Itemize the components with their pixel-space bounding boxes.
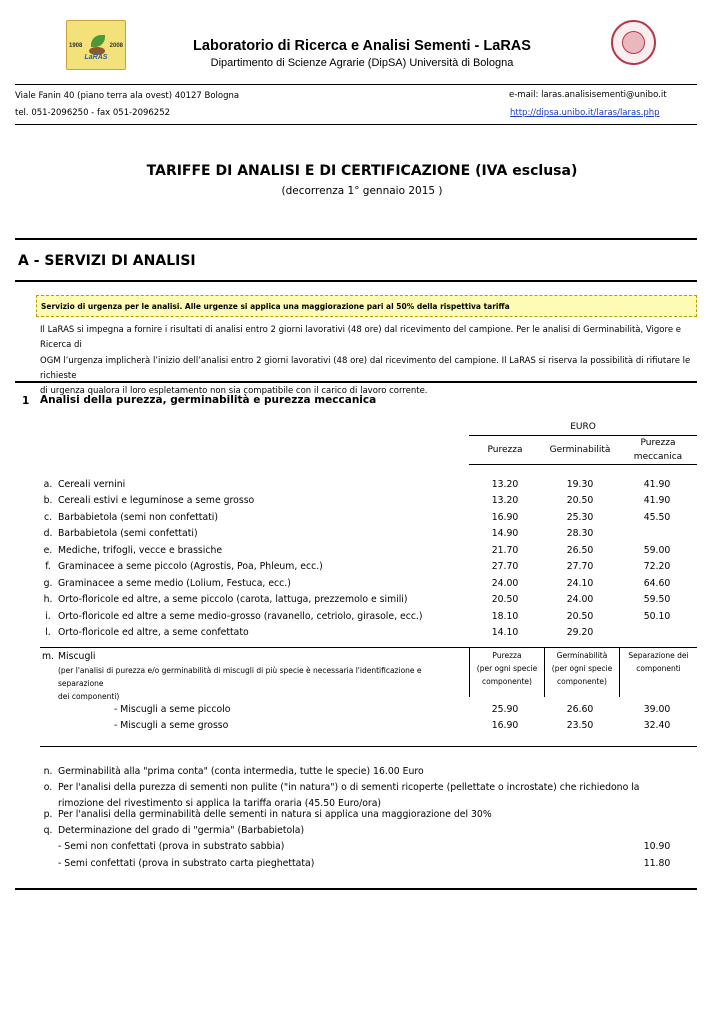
price-meccanica: 59.00 [643,545,671,556]
note-line: Germinabilità [556,651,608,660]
row-letter: l. [45,627,51,638]
price-meccanica: 59.50 [643,594,671,605]
price-value: 10.90 [643,841,671,852]
miscugli-row [40,704,700,720]
note-line: (per ogni specie [551,664,613,673]
price-germinabilita: 24.00 [566,594,594,605]
row-letter: h. [43,594,53,605]
row-letter: a. [43,479,53,490]
price-row [40,561,700,577]
price-separazione: 32.40 [643,720,671,731]
price-germinabilita: 27.70 [566,561,594,572]
price-meccanica: 41.90 [643,479,671,490]
section-a-title: A - SERVIZI DI ANALISI [18,253,196,269]
price-purezza: 14.10 [491,627,519,638]
price-germinabilita: 28.30 [566,528,594,539]
paragraph-line: OGM l’urgenza implicherà l’inizio dell’analisi entro 2 giorni lavorativi (48 ore) dal ricevimento del campione. Il LaRAS si riserva la possibilità di rifiutare le richieste [40,355,691,381]
row-description: - Miscugli a seme grosso [114,720,229,731]
price-germinabilita: 29.20 [566,627,594,638]
note-line: Separazione dei [628,651,689,660]
paragraph-line: Il LaRAS si impegna a fornire i risultati di analisi entro 2 giorni lavorativi (48 ore) dal ricevimento del campione. Per le analisi di Germinabilità, Vigore e Ricerca di [40,325,681,351]
row-description: Graminacee a seme medio (Lolium, Festuca, ecc.) [58,578,291,589]
column-germinabilita: Germinabilità [549,445,611,455]
paragraph-line: di urgenza qualora il loro espletamento non sia compatibile con il carico di lavoro corrente. [40,386,428,397]
price-germinabilita: 25.30 [566,512,594,523]
urgent-service-note [36,295,697,317]
price-row [40,594,700,610]
price-row [40,611,700,627]
section-1-title: Analisi della purezza, germinabilità e purezza meccanica [40,394,377,406]
section-top-rule [15,238,697,240]
logo-year-end: 2008 [109,43,123,49]
department-subtitle: Dipartimento di Scienze Agrarie (DipSA) Università di Bologna [210,57,514,69]
row-description: Cereali vernini [58,479,126,490]
phone-fax: tel. 051-2096250 - fax 051-2096252 [15,108,171,118]
logo-name: LaRAS [84,54,108,61]
price-purezza: 25.90 [491,704,519,715]
note-text: Germinabilità alla "prima conta" (conta intermedia, tutte le specie) 16.00 Euro [58,766,424,777]
section-bottom-rule [15,888,697,890]
miscugli-title: Miscugli [58,651,96,662]
price-germinabilita: 26.60 [566,704,594,715]
currency-label: EURO [570,422,596,432]
price-purezza: 16.90 [491,512,519,523]
header-divider [15,84,697,85]
miscugli-purezza-note [470,649,544,688]
price-purezza: 13.20 [491,479,519,490]
price-meccanica: 45.50 [643,512,671,523]
column-purezza: Purezza [487,445,523,455]
price-purezza: 13.20 [491,495,519,506]
price-value: 11.80 [643,858,671,869]
row-description: Mediche, trifogli, vecce e brassiche [58,545,223,556]
price-germinabilita: 20.50 [566,611,594,622]
note-letter: o. [43,782,53,793]
price-separazione: 39.00 [643,704,671,715]
row-description: - Semi non confettati (prova in substrato sabbia) [58,841,285,852]
section-1-number: 1 [22,395,30,407]
price-row [40,495,700,511]
address: Viale Fanin 40 (piano terra ala ovest) 40127 Bologna [15,91,240,101]
contacts-divider [15,124,697,125]
miscugli-separazione-note [620,649,697,675]
section-a-rule [15,280,697,282]
miscugli-germinabilita-note [545,649,619,688]
price-purezza: 27.70 [491,561,519,572]
website-link[interactable]: http://dipsa.unibo.it/laras/laras.php [510,108,660,118]
note-line: Purezza [492,651,522,660]
price-meccanica: 72.20 [643,561,671,572]
row-letter: e. [43,545,53,556]
price-germinabilita: 24.10 [566,578,594,589]
logo-year-start: 1908 [69,43,83,49]
miscugli-row [40,720,700,736]
price-row [40,578,700,594]
note-letter: p. [43,809,53,820]
effective-date: (decorrenza 1° gennaio 2015 ) [281,185,443,197]
note-text: Determinazione del grado di "germia" (Barbabietola) [58,825,305,836]
row-description: Barbabietola (semi confettati) [58,528,198,539]
row-description: Orto-floricole ed altre, a seme confettato [58,627,249,638]
miscugli-bottom-rule [40,746,697,747]
row-letter: g. [43,578,53,589]
note-text: Per l'analisi della purezza di sementi non pulite ("in natura") o di sementi ricoperte (pellettate o incrostate) che richiedono la [58,782,640,793]
row-letter: f. [45,561,51,572]
row-description: Cereali estivi e leguminose a seme grosso [58,495,255,506]
price-row [40,545,700,561]
price-purezza: 21.70 [491,545,519,556]
section-1-top-rule [15,381,697,383]
miscugli-note [58,664,466,703]
document-title: TARIFFE DI ANALISI E DI CERTIFICAZIONE (IVA esclusa) [146,163,578,179]
note-text: Per l'analisi della germinabilità delle sementi in natura si applica una maggiorazione del 30% [58,809,492,820]
price-row [40,528,700,544]
urgent-note-text: Servizio di urgenza per le analisi. Alle urgenze si applica una maggiorazione pari al 50% della rispettiva tariffa [41,302,510,311]
price-purezza: 20.50 [491,594,519,605]
email: e-mail: laras.analisisementi@unibo.it [509,90,667,100]
price-germinabilita: 19.30 [566,479,594,490]
note-line: componenti [636,664,681,673]
price-meccanica: 64.60 [643,578,671,589]
note-letter: q. [43,825,53,836]
miscugli-top-rule [40,647,697,648]
germia-row [40,841,700,857]
price-purezza: 14.90 [491,528,519,539]
table-header-bottom-rule [469,464,697,465]
urgency-paragraph [40,323,700,399]
price-meccanica: 41.90 [643,495,671,506]
miscugli-note-line: (per l'analisi di purezza e/o germinabilità di miscugli di più specie è necessaria l'identificazione e separazione [58,666,422,688]
row-description: Graminacee a seme piccolo (Agrostis, Poa, Phleum, ecc.) [58,561,323,572]
row-description: Orto-floricole ed altre a seme medio-grosso (ravanello, cetriolo, girasole, ecc.) [58,611,423,622]
price-germinabilita: 26.50 [566,545,594,556]
miscugli-letter: m. [41,651,54,662]
note-letter: n. [43,766,53,777]
price-meccanica: 50.10 [643,611,671,622]
note-line: (per ogni specie [476,664,538,673]
note-line: componente) [557,677,607,686]
row-letter: d. [43,528,53,539]
miscugli-note-line: dei componenti) [58,692,120,701]
price-purezza: 16.90 [491,720,519,731]
price-germinabilita: 23.50 [566,720,594,731]
price-row [40,512,700,528]
price-row [40,627,700,643]
note-line: componente) [482,677,532,686]
price-purezza: 18.10 [491,611,519,622]
note-text: rimozione del rivestimento si applica la tariffa oraria (45.50 Euro/ora) [58,798,382,809]
row-description: - Semi confettati (prova in substrato carta pieghettata) [58,858,315,869]
lab-title: Laboratorio di Ricerca e Analisi Sementi - LaRAS [193,38,531,54]
price-purezza: 24.00 [491,578,519,589]
germia-row [40,858,700,874]
row-description: Orto-floricole ed altre, a seme piccolo (carota, lattuga, prezzemolo e simili) [58,594,408,605]
row-letter: b. [43,495,53,506]
row-description: Barbabietola (semi non confettati) [58,512,219,523]
row-letter: i. [45,611,51,622]
price-row [40,479,700,495]
column-purezza-meccanica: Purezza meccanica [633,438,683,462]
row-letter: c. [43,512,53,523]
price-germinabilita: 20.50 [566,495,594,506]
row-description: - Miscugli a seme piccolo [114,704,231,715]
